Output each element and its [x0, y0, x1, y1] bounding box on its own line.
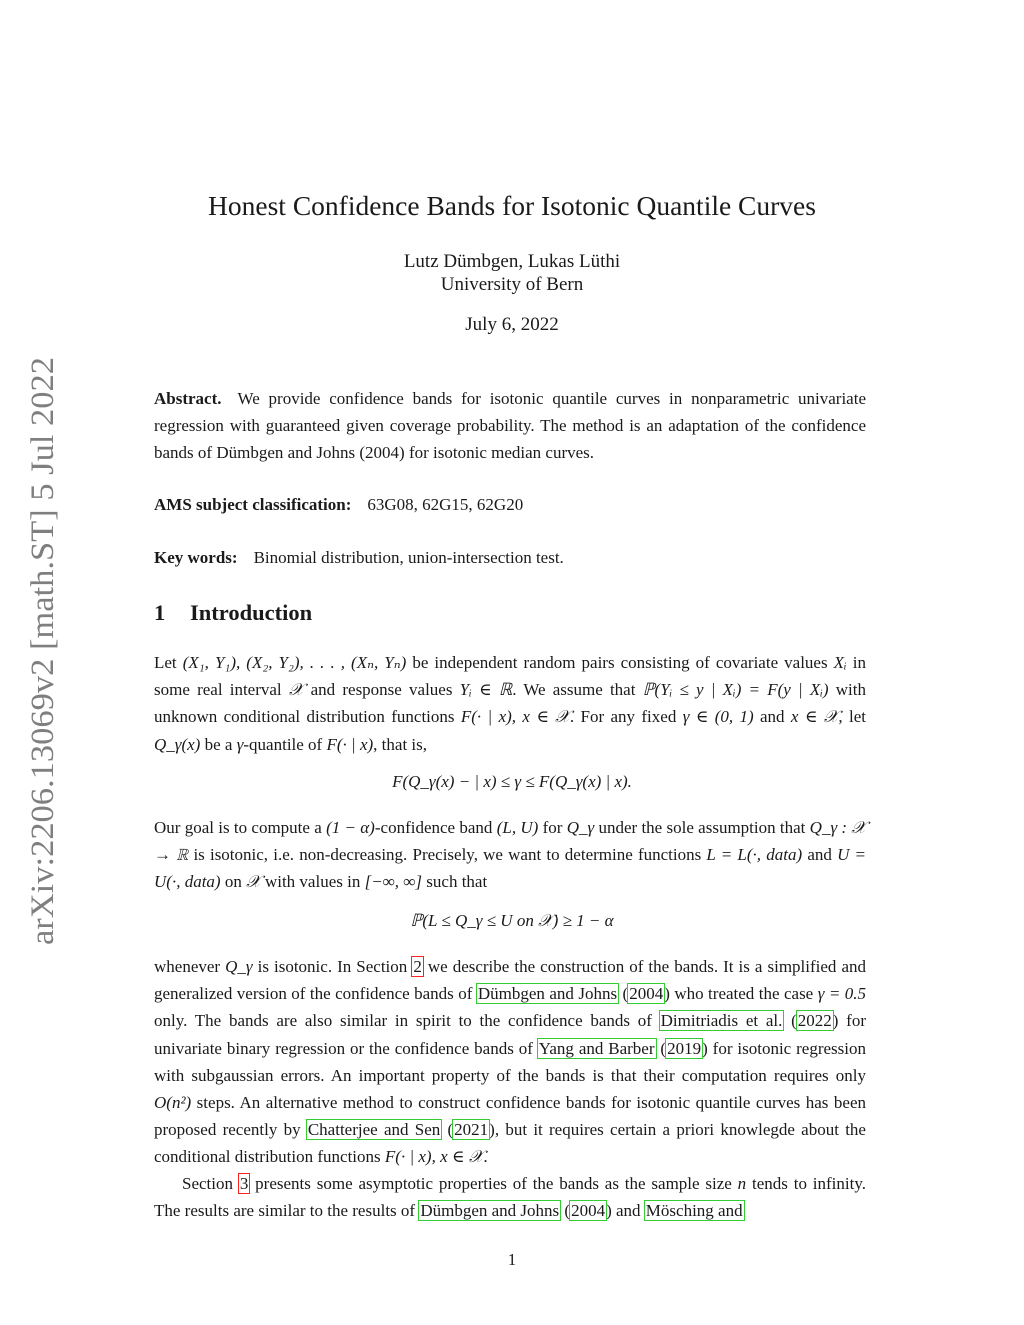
text: , let: [838, 707, 867, 727]
citation-dimitriadis-year[interactable]: 2022: [797, 1011, 832, 1031]
math-inline: γ = 0.5: [817, 984, 867, 1004]
text: Let: [154, 653, 183, 672]
text: in some real interval: [154, 653, 866, 700]
math-inline: (L, U): [496, 818, 539, 837]
math-inline: L = L(·, data): [706, 845, 803, 865]
text: ) who treated the case: [664, 984, 818, 1004]
math-inline: Xᵢ: [833, 653, 847, 672]
math-inline: O(n²): [154, 1093, 192, 1113]
text: Our goal is to compute a: [154, 818, 327, 837]
text: .: [483, 1147, 488, 1167]
text: steps. An alternative method to construct confidence bands for isotonic quantile curves has been proposed recently by: [154, 1093, 866, 1140]
citation-yang-barber[interactable]: Yang and Barber: [538, 1038, 655, 1058]
citation-chatterjee-sen[interactable]: Chatterjee and Sen: [307, 1120, 441, 1140]
arxiv-stamp-svg: [8, 355, 68, 945]
text: be independent random pairs consisting of covariate values: [406, 653, 834, 672]
text: only. The bands are also similar in spirit to the confidence bands of: [154, 1011, 660, 1031]
citation-mosching[interactable]: Mösching and: [645, 1201, 743, 1221]
text: and: [753, 707, 791, 727]
text: with unknown conditional distribution functions: [154, 680, 866, 727]
math-inline: (X₁, Y₁), (X₂, Y₂), . . . , (Xₙ, Yₙ): [182, 653, 407, 672]
text: -quantile of: [243, 734, 327, 754]
text: (: [655, 1038, 667, 1058]
section-heading: [154, 600, 312, 626]
page-number: 1: [507, 1250, 517, 1269]
keywords-text: Binomial distribution, union-intersection test.: [253, 548, 564, 567]
keywords: [154, 546, 866, 570]
text: . We assume that: [512, 680, 643, 700]
math-inline: F(· | x): [326, 734, 374, 754]
text: (: [618, 984, 629, 1004]
text: is isotonic. In Section: [252, 957, 413, 976]
section-3-link[interactable]: 3: [239, 1174, 249, 1193]
math-inline: F(· | x), x ∈ 𝒳: [460, 707, 570, 727]
text: under the sole assumption that: [594, 818, 810, 837]
math-inline: ℙ(Yᵢ ≤ y | Xᵢ) = F(y | Xᵢ): [642, 680, 829, 700]
citation-dimitriadis[interactable]: Dimitriadis et al.: [660, 1011, 783, 1031]
arxiv-stamp-text: arXiv:2206.13069v2 [math.ST] 5 Jul 2022: [25, 382, 61, 945]
paper-title: Honest Confidence Bands for Isotonic Quantile Curves: [208, 190, 816, 221]
abstract-text: We provide confidence bands for isotonic quantile curves in nonparametric univariate regression with guaranteed given coverage probability. The method is an adaptation of the confidence bands of Dümbgen and Johns (2004) for isotonic median curves.: [154, 389, 866, 463]
math-inline: (1 − α): [326, 818, 375, 837]
text: and response values: [303, 680, 460, 700]
text: tends to infinity. The results are similar to the results of: [154, 1174, 866, 1221]
keywords-label: Key words:: [154, 548, 238, 567]
ams-classification: [154, 493, 866, 517]
text: (: [783, 1011, 797, 1031]
citation-dumbgen-johns[interactable]: Dümbgen and Johns: [477, 984, 618, 1004]
text: for: [538, 818, 567, 837]
math-inline: x ∈ 𝒳: [790, 707, 839, 727]
section-number: 1: [154, 600, 166, 625]
paragraph-1: [154, 649, 866, 758]
equation-quantile-definition: F(Q_γ(x) − | x) ≤ γ ≤ F(Q_γ(x) | x).: [392, 772, 632, 791]
text: Section: [182, 1174, 239, 1193]
abstract-label: Abstract.: [154, 389, 222, 408]
math-inline: [−∞, ∞]: [364, 872, 423, 892]
math-inline: γ: [236, 734, 244, 754]
text: on: [220, 872, 247, 892]
ams-label: AMS subject classification:: [154, 495, 352, 514]
text: ) for univariate binary regression or the confidence bands of: [154, 1011, 866, 1058]
author-affiliation: University of Bern: [440, 274, 584, 295]
paragraph-2: [154, 814, 866, 896]
text: is isotonic, i.e. non-decreasing. Precisely, we want to determine functions: [188, 845, 707, 865]
math-inline: γ ∈ (0, 1): [682, 707, 754, 727]
math-inline: 𝒳: [246, 872, 261, 892]
math-inline: F(· | x), x ∈ 𝒳: [384, 1147, 484, 1167]
citation-dumbgen-johns[interactable]: Dümbgen and Johns: [420, 1201, 560, 1221]
math-inline: Yᵢ ∈ ℝ: [459, 680, 513, 700]
text: , that is,: [373, 734, 428, 754]
text: -confidence band: [374, 818, 497, 837]
math-inline: Q_γ : 𝒳 → ℝ: [154, 818, 866, 865]
text: presents some asymptotic properties of the bands as the sample size: [249, 1174, 738, 1193]
paragraph-4: [154, 1170, 866, 1224]
math-inline: n: [737, 1174, 747, 1193]
text: whenever: [154, 957, 226, 976]
text: we describe the construction of the bands. It is a simplified and generalized version of the confidence bands of: [154, 957, 867, 1004]
author-block: [0, 250, 1024, 296]
citation-chatterjee-sen-year[interactable]: 2021: [454, 1120, 489, 1140]
citation-dumbgen-johns-year[interactable]: 2004: [571, 1201, 606, 1221]
citation-dumbgen-johns-year[interactable]: 2004: [629, 984, 664, 1004]
math-inline: Q_γ: [566, 818, 595, 837]
text: ), but it requires certain a priori knowlegde about the conditional distribution functions: [154, 1120, 866, 1167]
math-inline: Q_γ(x): [154, 734, 201, 754]
equation-coverage: ℙ(L ≤ Q_γ ≤ U on 𝒳) ≥ 1 − α: [410, 911, 614, 930]
math-inline: Q_γ: [225, 957, 253, 976]
text: (: [441, 1120, 454, 1140]
math-inline: U = U(·, data): [154, 845, 867, 892]
text: ) and: [606, 1201, 645, 1221]
text: such that: [422, 872, 488, 892]
citation-yang-barber-year[interactable]: 2019: [667, 1038, 702, 1058]
abstract: [154, 385, 866, 467]
text: and: [802, 845, 838, 865]
paper-date: July 6, 2022: [465, 314, 559, 335]
math-inline: 𝒳: [288, 680, 304, 700]
paragraph-3: [154, 953, 866, 1171]
arxiv-stamp: [8, 355, 68, 945]
section-title: Introduction: [190, 600, 313, 625]
text: (: [560, 1201, 571, 1221]
text: ) for isotonic regression with subgaussian errors. An important property of the bands is that their computation requires only: [154, 1038, 866, 1085]
author-names: Lutz Dümbgen, Lukas Lüthi: [403, 251, 621, 272]
text: be a: [200, 734, 237, 754]
text: . For any fixed: [569, 707, 683, 727]
text: with values in: [260, 872, 365, 892]
ams-codes: 63G08, 62G15, 62G20: [367, 495, 524, 514]
section-2-link[interactable]: 2: [413, 957, 422, 976]
